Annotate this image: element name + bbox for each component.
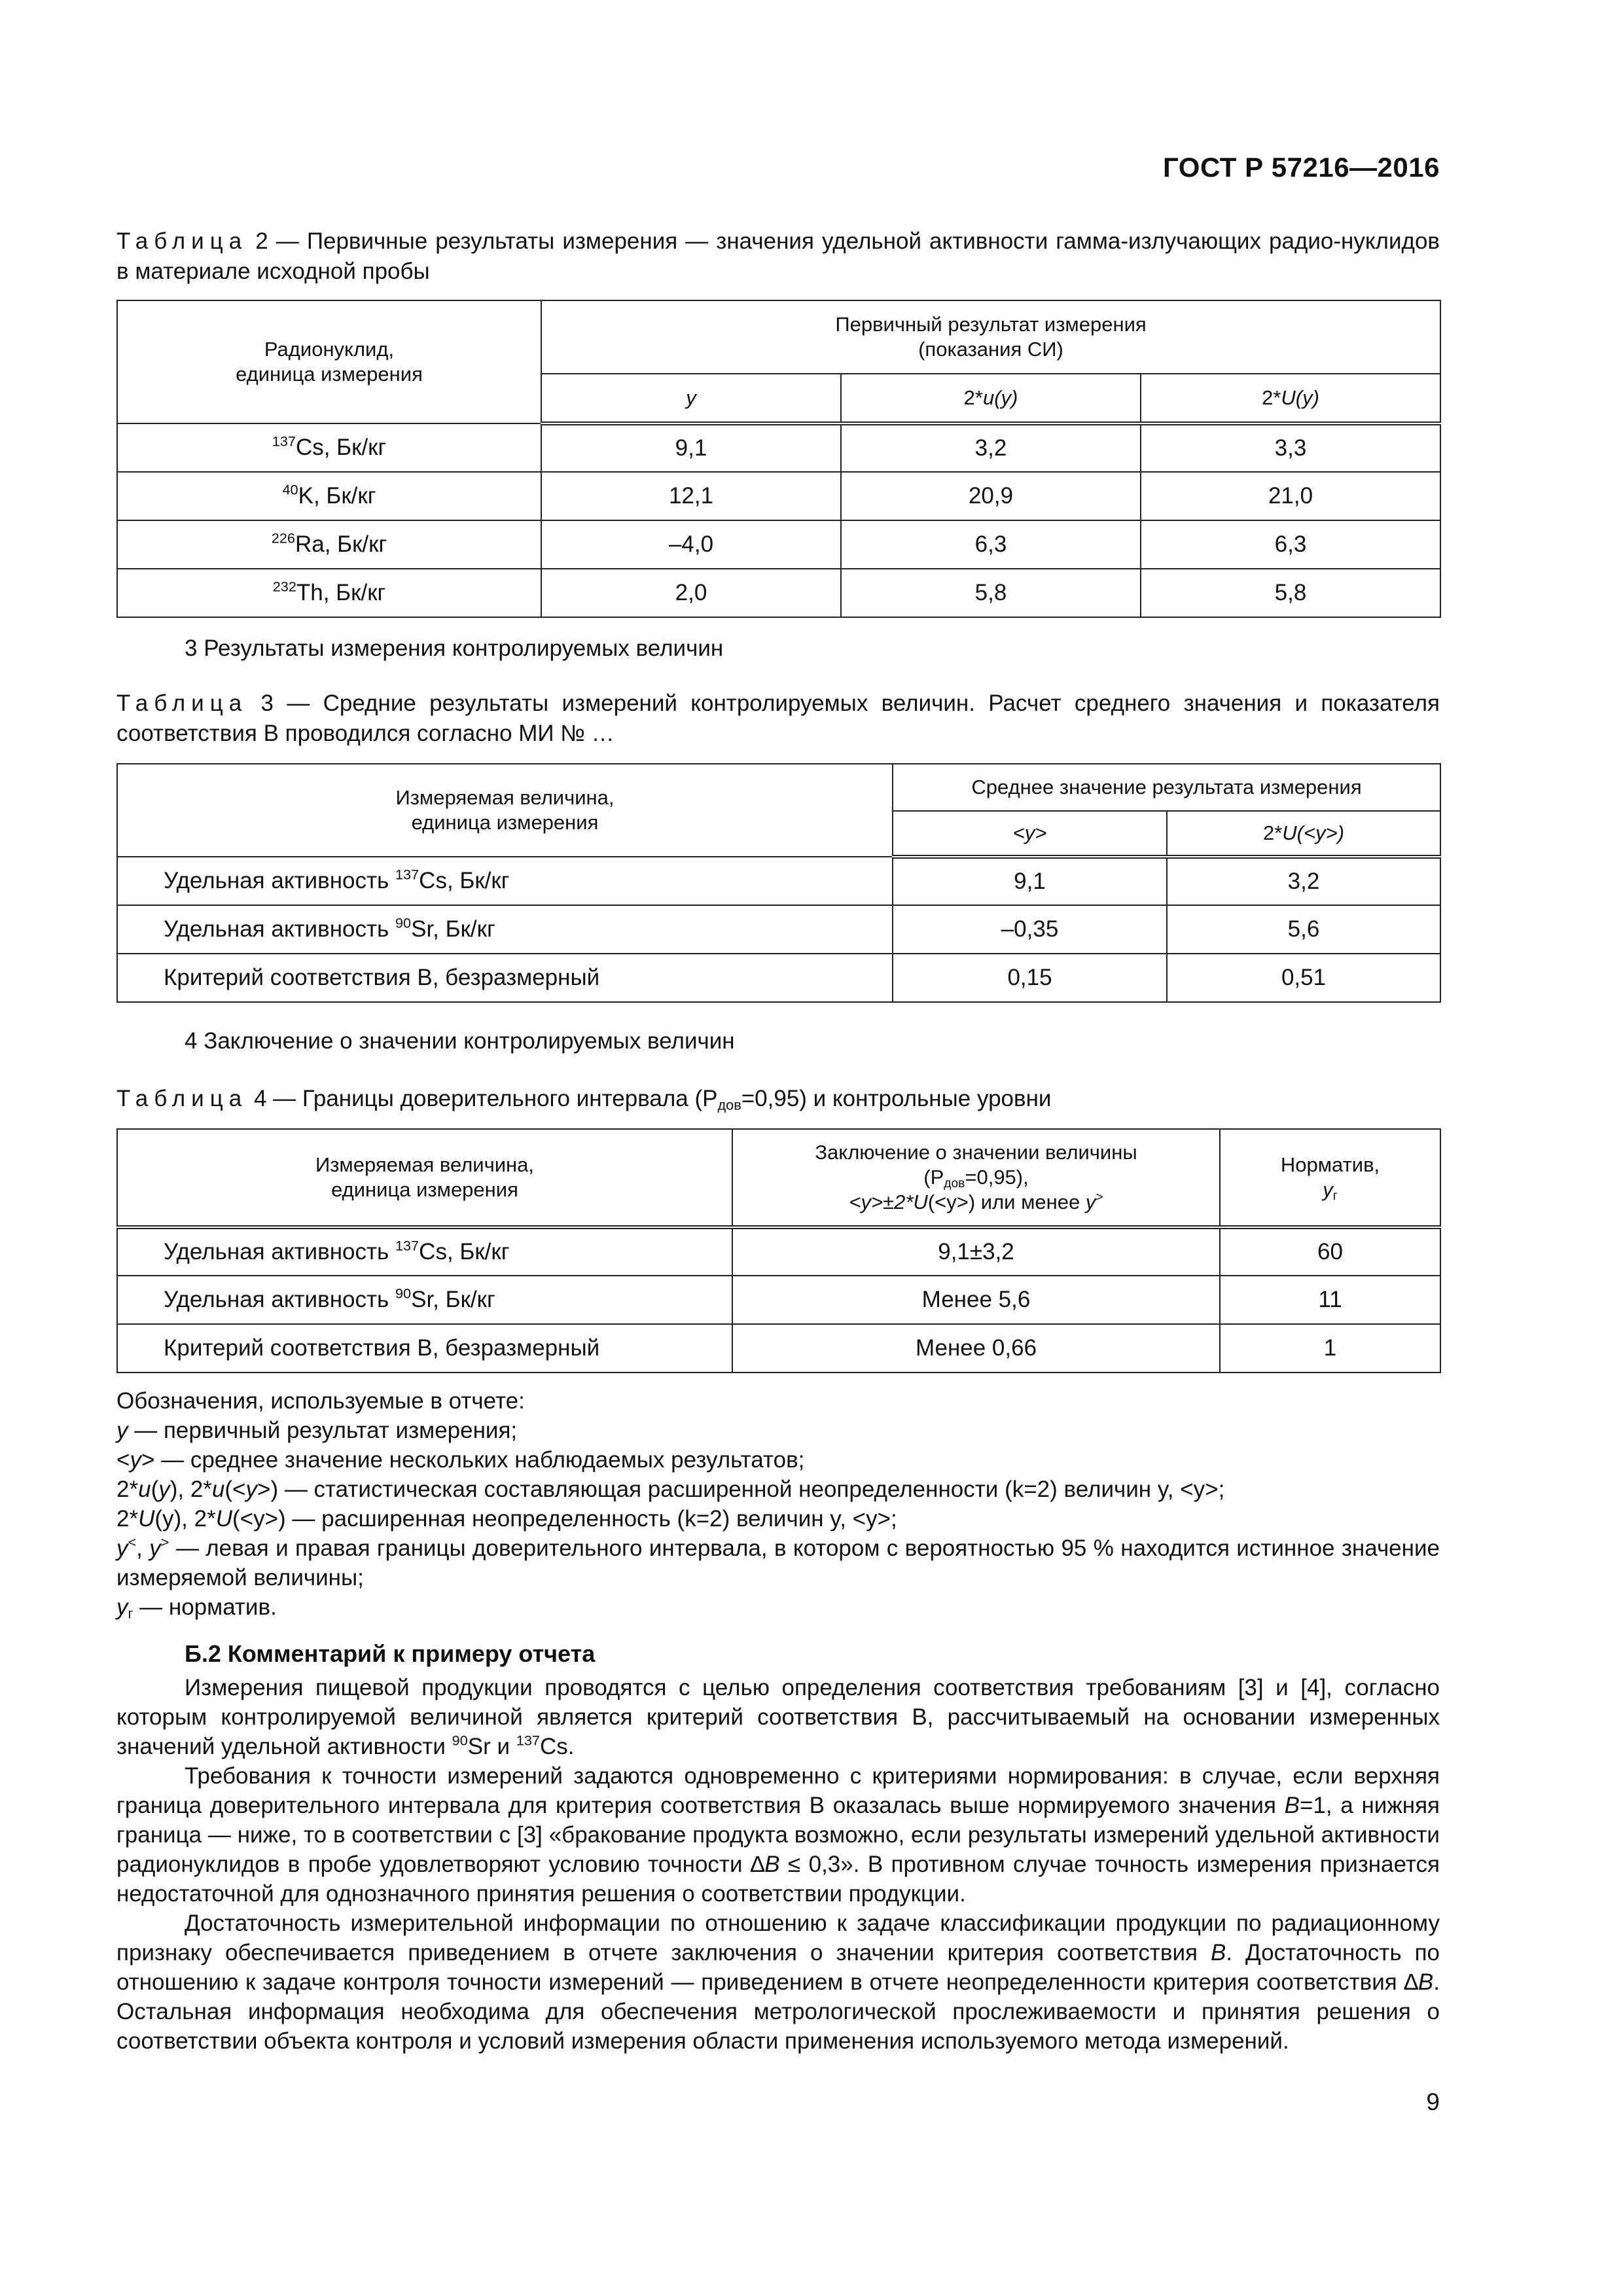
- table4-caption: Таблица 4 — Границы доверительного интервала $(Р_{дов}=0,95)$ и контрольные уровни: [116, 1086, 1052, 1113]
- table2-col-U: 2*U(y): [1141, 374, 1440, 423]
- table3-cell-quantity: Удельная активность $^{137}$Cs, Бк/кг: [117, 857, 893, 905]
- table2-col-y: y: [541, 374, 841, 423]
- table2-caption-prefix: Таблица: [116, 228, 248, 254]
- table2-cell-y: 2,0: [541, 569, 841, 617]
- legend-line: <y> — среднее значение нескольких наблюдаемых результатов;: [116, 1447, 805, 1473]
- table2-cell-u: 20,9: [841, 472, 1141, 520]
- table3-cell-mean: –0,35: [893, 905, 1167, 954]
- table3-cell-mean: 9,1: [893, 857, 1167, 905]
- table3-cell-U: 5,6: [1167, 905, 1440, 954]
- document-code: ГОСТ Р 57216—2016: [1163, 152, 1440, 183]
- notation-legend: [116, 1386, 1440, 1622]
- table4-cell-quantity: Критерий соответствия В, безразмерный: [117, 1324, 732, 1372]
- legend-line: 2*u(y), 2*u(<y>) — статистическая составляющая расширенной неопределенности (k=2) величин y, <y>;: [116, 1477, 1225, 1502]
- table3-cell-mean: 0,15: [893, 954, 1167, 1002]
- table2-cell-u: 6,3: [841, 520, 1141, 569]
- table2-cell-nuclide: $^{137}$Cs, Бк/кг: [117, 423, 541, 472]
- table4-caption-prefix: Таблица: [116, 1086, 248, 1111]
- table2-caption: [116, 226, 1440, 287]
- table4-cell-norm: 11: [1220, 1276, 1440, 1324]
- table4-cell-conclusion: Менее 5,6: [732, 1276, 1220, 1324]
- table-row: [117, 1324, 1440, 1372]
- table-row: [117, 520, 1440, 569]
- table3-col-U: 2*U(<y>): [1167, 811, 1440, 857]
- table2-group-header: Первичный результат измерения (показания СИ): [541, 300, 1440, 374]
- table2-col-u: 2*u(y): [841, 374, 1141, 423]
- page-number: 9: [1426, 2089, 1440, 2115]
- table2-cell-nuclide: $^{232}$Th, Бк/кг: [117, 569, 541, 617]
- table2-cell-y: 12,1: [541, 472, 841, 520]
- table4-cell-conclusion: 9,1±3,2: [732, 1227, 1220, 1276]
- table4-cell-norm: 60: [1220, 1227, 1440, 1276]
- table3-col-quantity: Измеряемая величина, единица измерения: [117, 764, 893, 857]
- table4-cell-norm: 1: [1220, 1324, 1440, 1372]
- table2-col-nuclide: Радионуклид, единица измерения: [117, 300, 541, 423]
- table3-cell-quantity: Удельная активность $^{90}$Sr, Бк/кг: [117, 905, 893, 954]
- table4-cell-quantity: Удельная активность $^{137}$Cs, Бк/кг: [117, 1227, 732, 1276]
- table3-cell-U: 3,2: [1167, 857, 1440, 905]
- section-3-heading: 3 Результаты измерения контролируемых величин: [185, 636, 724, 661]
- table3-col-mean: <y>: [893, 811, 1167, 857]
- table3-cell-U: 0,51: [1167, 954, 1440, 1002]
- table-row: [117, 954, 1440, 1002]
- paragraph: Измерения пищевой продукции проводятся с целью определения соответствия требованиям [3] и [4], согласно которым контролируемой величиной является критерий соответствия В, рассчитываемый на основании измеренных значений удельной активности $^{90}$Sr и $^{137}$Cs.: [116, 1675, 1440, 1759]
- table3: [116, 763, 1441, 1003]
- table2-caption-text: 2 — Первичные результаты измерения — значения удельной активности гамма-излучающих радио-нуклидов в материале исходной пробы: [116, 228, 1440, 284]
- table2-cell-y: –4,0: [541, 520, 841, 569]
- table-row: [117, 472, 1440, 520]
- table-row: [117, 905, 1440, 954]
- table4-col-conclusion: Заключение о значении величины $(Р_{дов}=0,95)$, <y>±2*U(<y>) или менее y>: [732, 1129, 1220, 1227]
- table4-cell-conclusion: Менее 0,66: [732, 1324, 1220, 1372]
- table3-caption: [116, 689, 1440, 749]
- table-row: [117, 423, 1440, 472]
- table-row: [117, 857, 1440, 905]
- paragraph: Достаточность измерительной информации по отношению к задаче классификации продукции по радиационному признаку обеспечивается приведением в отчете заключения о значении критерия соответствия В. Достаточность по отношению к задаче контроля точности измерений — приведением в отчете неопределенности критерия соответствия ∆В. Остальная информация необходима для обеспечения метрологической прослеживаемости и принятия решения о соответствии объекта контроля и условий измерения области применения используемого метода измерений.: [116, 1910, 1440, 2054]
- section-4-heading: 4 Заключение о значении контролируемых величин: [185, 1028, 735, 1054]
- table2-cell-U: 21,0: [1141, 472, 1440, 520]
- table-row: [117, 1227, 1440, 1276]
- section-b2-heading: Б.2 Комментарий к примеру отчета: [185, 1640, 596, 1667]
- table3-caption-text: 3 — Средние результаты измерений контролируемых величин. Расчет среднего значения и показателя соответствия В проводился согласно МИ № …: [116, 691, 1440, 746]
- legend-line: y — первичный результат измерения;: [116, 1418, 518, 1443]
- table3-group-header: Среднее значение результата измерения: [893, 764, 1440, 811]
- table3-cell-quantity: Критерий соответствия В, безразмерный: [117, 954, 893, 1002]
- legend-line: 2*U(y), 2*U(<y>) — расширенная неопределенность (k=2) величин y, <y>;: [116, 1506, 897, 1532]
- legend-title: Обозначения, используемые в отчете:: [116, 1388, 525, 1414]
- legend-line: y<, y> — левая и правая границы доверительного интервала, в котором с вероятностью 95 % находится истинное значение измеряемой величины;: [116, 1534, 1440, 1590]
- table2-cell-U: 5,8: [1141, 569, 1440, 617]
- table2: [116, 300, 1441, 618]
- table-row: [117, 1276, 1440, 1324]
- commentary-body: [116, 1673, 1440, 2056]
- table2-cell-nuclide: $^{40}$K, Бк/кг: [117, 472, 541, 520]
- table4: [116, 1128, 1441, 1373]
- table4-cell-quantity: Удельная активность $^{90}$Sr, Бк/кг: [117, 1276, 732, 1324]
- table4-col-quantity: Измеряемая величина, единица измерения: [117, 1129, 732, 1227]
- table-row: [117, 569, 1440, 617]
- table2-cell-u: 5,8: [841, 569, 1141, 617]
- table2-cell-nuclide: $^{226}$Ra, Бк/кг: [117, 520, 541, 569]
- legend-line: $y_г$ — норматив.: [116, 1594, 277, 1622]
- table2-cell-U: 6,3: [1141, 520, 1440, 569]
- table2-cell-y: 9,1: [541, 423, 841, 472]
- paragraph: Требования к точности измерений задаются одновременно с критериями нормирования: в случае, если верхняя граница доверительного интервала для критерия соответствия В оказалась выше нормируемого значения В=1, а нижняя граница — ниже, то в соответствии с [3] «бракование продукта возможно, если результаты измерений удельной активности радионуклидов в пробе удовлетворяют условию точности ∆В ≤ 0,3». В противном случае точность измерения признается недостаточной для однозначного принятия решения о соответствии продукции.: [116, 1763, 1440, 1907]
- table2-cell-U: 3,3: [1141, 423, 1440, 472]
- table4-col-norm: Норматив, $y_г$: [1220, 1129, 1440, 1227]
- table3-caption-prefix: Таблица: [116, 691, 248, 716]
- table2-cell-u: 3,2: [841, 423, 1141, 472]
